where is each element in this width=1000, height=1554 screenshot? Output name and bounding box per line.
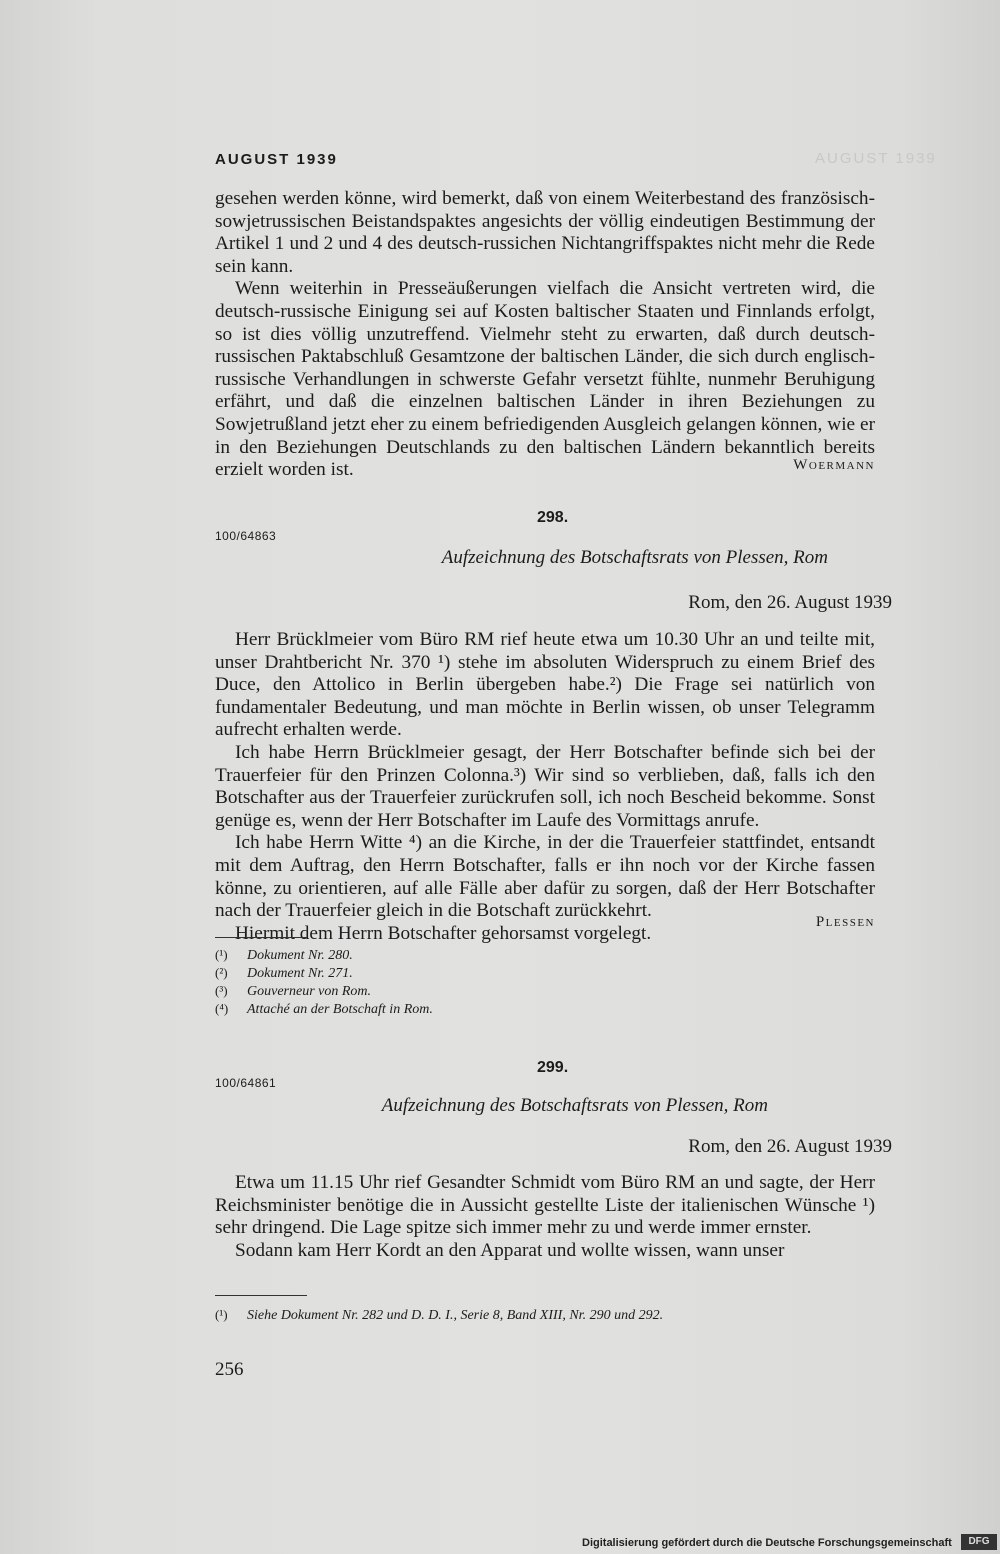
footnote: (⁴) Attaché an der Botschaft in Rom.	[215, 1001, 433, 1017]
paragraph: Ich habe Herrn Witte ⁴) an die Kirche, in der die Trauerfeier stattfindet, entsandt mit dem Auftrag, den Herrn Botschafter, falls er ihn noch vor der Kirche fassen könne, zu orientieren, auf alle Fälle aber dafür zu sorgen, daß der Herr Botschafter nach der Trauerfeier gleich in die Botschaft zurückkehrt.	[215, 832, 875, 922]
paragraph: Herr Brücklmeier vom Büro RM rief heute etwa um 10.30 Uhr an und teilte mit, unser Drahtbericht Nr. 370 ¹) stehe im absoluten Widerspruch zu einem Brief des Duce, den Attolico in Berlin übergeben habe.²) Die Frage sei natürlich von fundamentaler Bedeutung, und man möchte in Berlin wissen, ob unser Telegramm aufrecht erhalten werde.	[215, 629, 875, 741]
page-number: 256	[215, 1359, 244, 1380]
dfg-logo: DFG	[961, 1534, 997, 1550]
paragraph: Wenn weiterhin in Presseäußerungen vielfach die Ansicht vertreten wird, die deutsch-russische Einigung sei auf Kosten baltischer Staaten und Finnlands erfolgt, so ist dies völlig unzutreffend. Vielmehr steht zu erwarten, daß durch deutsch-russischen Paktabschluß Gesamtzone der baltischen Länder, die sich durch englisch-russische Verhandlungen in schwerste Gefahr versetzt fühlte, nunmehr Beruhigung erfährt, und daß die einzelnen baltischen Länder in ihren Beziehungen zu Sowjetrußland jetzt eher zu einem befriedigenden Ausgleich gelangen können, wie er in den Beziehungen Deutschlands zu den baltischen Ländern bekanntlich bereits erzielt worden ist.	[215, 278, 875, 481]
body-text-299	[215, 1172, 875, 1262]
footnote: (¹) Siehe Dokument Nr. 282 und D. D. I., Serie 8, Band XIII, Nr. 290 und 292.	[215, 1307, 664, 1323]
body-text-298	[215, 629, 875, 945]
paragraph: Ich habe Herrn Brücklmeier gesagt, der Herr Botschafter befinde sich bei der Trauerfeier für den Prinzen Colonna.³) Wir sind so verblieben, daß, falls ich den Botschafter aus der Trauerfeier zurückrufen soll, ich noch Bescheid bekomme. Sonst genüge es, wenn der Herr Botschafter im Laufe des Vormittags anrufe.	[215, 741, 875, 831]
paragraph: Sodann kam Herr Kordt an den Apparat und wollte wissen, wann unser	[235, 1239, 785, 1261]
continued-text-block	[215, 188, 875, 482]
signature-plessen: Plessen	[815, 914, 875, 930]
dateline-298: Rom, den 26. August 1939	[688, 592, 892, 613]
running-head: AUGUST 1939	[215, 151, 338, 168]
footnote-rule	[215, 937, 307, 938]
paragraph: Hiermit dem Herrn Botschafter gehorsamst vorgelegt.	[235, 922, 652, 944]
paragraph: gesehen werden könne, wird bemerkt, daß von einem Weiterbestand des französisch-sowjetrussischen Beistandspaktes angesichts der völlig eindeutigen Bestimmung der Artikel 1 und 2 und 4 des deutsch-russichen Nichtangriffspaktes nicht mehr die Rede sein kann.	[215, 188, 875, 277]
footnotes-298	[215, 946, 433, 1018]
paragraph: Etwa um 11.15 Uhr rief Gesandter Schmidt vom Büro RM an und sagte, der Herr Reichsminister benötige die in Aussicht gestellte Liste der italienischen Wünsche ¹) sehr dringend. Die Lage spitze sich immer mehr zu und werde immer ernster.	[215, 1172, 875, 1239]
footnotes-299	[215, 1306, 663, 1324]
footnote: (²) Dokument Nr. 271.	[215, 965, 353, 981]
bleed-through-running-head: AUGUST 1939	[815, 150, 937, 167]
document-subtitle-298: Aufzeichnung des Botschaftsrats von Plessen, Rom	[441, 547, 828, 568]
footnote: (³) Gouverneur von Rom.	[215, 983, 372, 999]
archive-reference-298: 100/64863	[215, 529, 277, 543]
footnote-rule	[215, 1295, 307, 1296]
archive-reference-299: 100/64861	[215, 1076, 277, 1090]
signature-woermann: Woermann	[793, 457, 875, 473]
document-subtitle-299: Aufzeichnung des Botschaftsrats von Plessen, Rom	[381, 1095, 768, 1116]
document-number-298: 298.	[537, 509, 569, 526]
footnote: (¹) Dokument Nr. 280.	[215, 947, 353, 963]
document-number-299: 299.	[537, 1059, 569, 1076]
dateline-299: Rom, den 26. August 1939	[688, 1136, 892, 1157]
funding-credit: Digitalisierung gefördert durch die Deutsche Forschungsgemeinschaft	[582, 1537, 952, 1549]
